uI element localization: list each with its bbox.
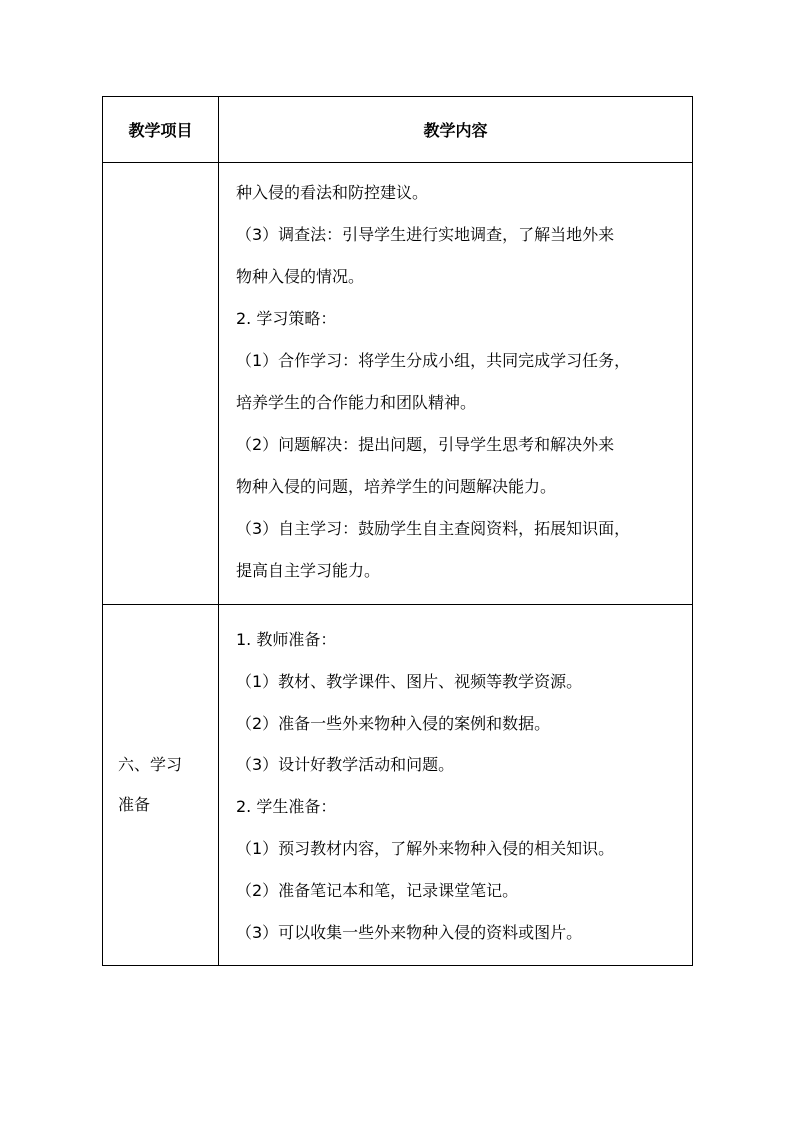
row-content-cell bbox=[219, 163, 693, 605]
content-line: （1）预习教材内容，了解外来物种入侵的相关知识。 bbox=[236, 838, 615, 858]
row-content-cell bbox=[219, 605, 693, 966]
content-line: （2）问题解决：提出问题，引导学生思考和解决外来 bbox=[236, 435, 615, 454]
content-line: 培养学生的合作能力和团队精神。 bbox=[236, 393, 477, 412]
content-line: （2）准备一些外来物种入侵的案例和数据。 bbox=[236, 713, 551, 733]
content-line: 提高自主学习能力。 bbox=[236, 561, 381, 580]
content-line: 物种入侵的情况。 bbox=[236, 267, 365, 286]
table-row bbox=[103, 605, 693, 966]
table-row bbox=[103, 163, 693, 605]
content-line: （1）合作学习：将学生分成小组，共同完成学习任务， bbox=[236, 351, 631, 370]
content-line: （3）设计好教学活动和问题。 bbox=[236, 755, 455, 775]
table-header-row bbox=[103, 97, 693, 163]
content-line: （3）调查法：引导学生进行实地调查，了解当地外来 bbox=[236, 225, 615, 244]
content-line: 种入侵的看法和防控建议。 bbox=[236, 183, 429, 202]
content-line: （3）自主学习：鼓励学生自主查阅资料，拓展知识面， bbox=[236, 519, 631, 538]
header-teaching-item: 教学项目 bbox=[103, 97, 219, 163]
row-label-line: 六、学习 bbox=[118, 755, 183, 775]
row-label-cell bbox=[103, 163, 219, 605]
content-line: 2. 学习策略： bbox=[236, 309, 337, 328]
content-line: 1. 教师准备： bbox=[236, 630, 337, 649]
content-line: （1）教材、教学课件、图片、视频等教学资源。 bbox=[236, 671, 583, 691]
row-label-cell bbox=[103, 605, 219, 966]
content-line: 物种入侵的问题，培养学生的问题解决能力。 bbox=[236, 477, 557, 496]
teaching-plan-table bbox=[102, 96, 693, 966]
content-line: （3）可以收集一些外来物种入侵的资料或图片。 bbox=[236, 922, 583, 942]
content-line: 2. 学生准备： bbox=[236, 797, 337, 817]
row-label-line: 准备 bbox=[118, 795, 151, 815]
content-line: （2）准备笔记本和笔，记录课堂笔记。 bbox=[236, 880, 519, 900]
header-teaching-content: 教学内容 bbox=[219, 97, 693, 163]
